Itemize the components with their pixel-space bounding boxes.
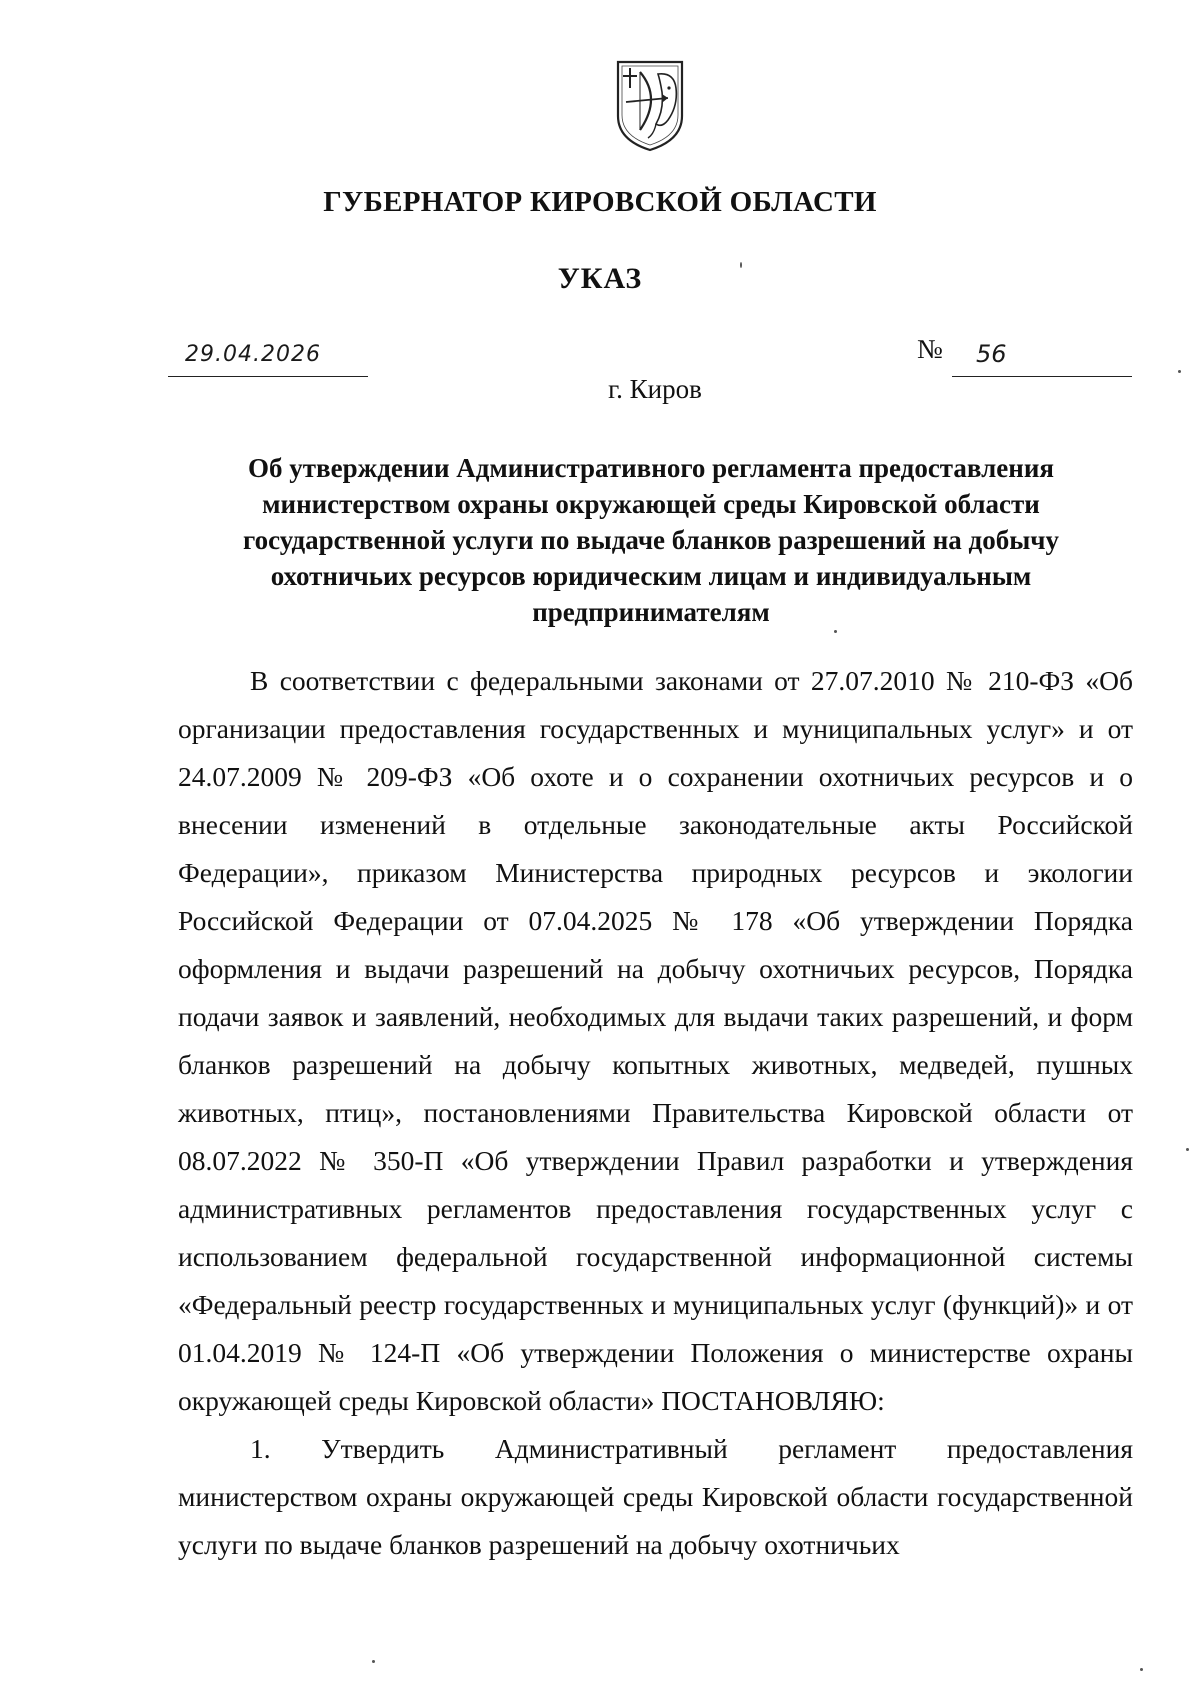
scan-speck — [834, 630, 837, 633]
paragraph-preamble: В соответствии с федеральными законами от 27.07.2010 № 210-ФЗ «Об организации предоставления государственных и муниципальных услуг» и от 24.07.2009 № 209-ФЗ «Об охоте и о сохранении охотничьих ресурсов и о внесении изменений в отдельные законодательные акты Российской Федерации», приказом Министерства природных ресурсов и экологии Российской Федерации от 07.04.2025 № 178 «Об утверждении Порядка оформления и выдачи разрешений на добычу охотничьих ресурсов, Порядка подачи заявок и заявлений, необходимых для выдачи таких разрешений, и форм бланков разрешений на добычу копытных животных, медведей, пушных животных, птиц», постановлениями Правительства Кировской области от 08.07.2022 № 350-П «Об утверждении Правил разработки и утверждения административных регламентов предоставления государственных услуг с использованием федеральной государственной информационной системы «Федеральный реестр государственных и муниципальных услуг (функций)» и от 01.04.2019 № 124-П «Об утверждении Положения о министерстве охраны окружающей среды Кировской области» ПОСТАНОВЛЯЮ: — [178, 665, 1133, 1416]
paragraph-item-1: 1. Утвердить Административный регламент предоставления министерством охраны окружающей среды Кировской области государственной услуги по выдаче бланков разрешений на добычу охотничьих — [178, 1433, 1133, 1560]
document-date: 29.04.2026 — [185, 342, 321, 367]
scan-speck — [1178, 370, 1181, 373]
document-type: УКАЗ — [557, 262, 643, 295]
date-field — [168, 340, 368, 377]
scan-speck — [740, 262, 742, 268]
issuing-authority: ГУБЕРНАТОР КИРОВСКОЙ ОБЛАСТИ — [323, 186, 877, 218]
document-body — [178, 657, 1133, 1569]
document-title: Об утверждении Административного регламента предоставления министерством охраны окружающей среды Кировской области государственной услуги по выдаче бланков разрешений на добычу охотничьих ресурсов юридическим лицам и индивидуальным предпринимателям — [242, 453, 1060, 627]
scan-speck — [1140, 1668, 1143, 1671]
scan-speck — [1186, 1148, 1189, 1151]
issue-city: г. Киров — [608, 374, 702, 404]
scan-speck — [372, 1660, 375, 1663]
coat-of-arms-icon — [612, 58, 688, 154]
number-label: № — [917, 334, 943, 364]
number-field — [952, 340, 1132, 377]
document-number: 56 — [976, 340, 1007, 368]
